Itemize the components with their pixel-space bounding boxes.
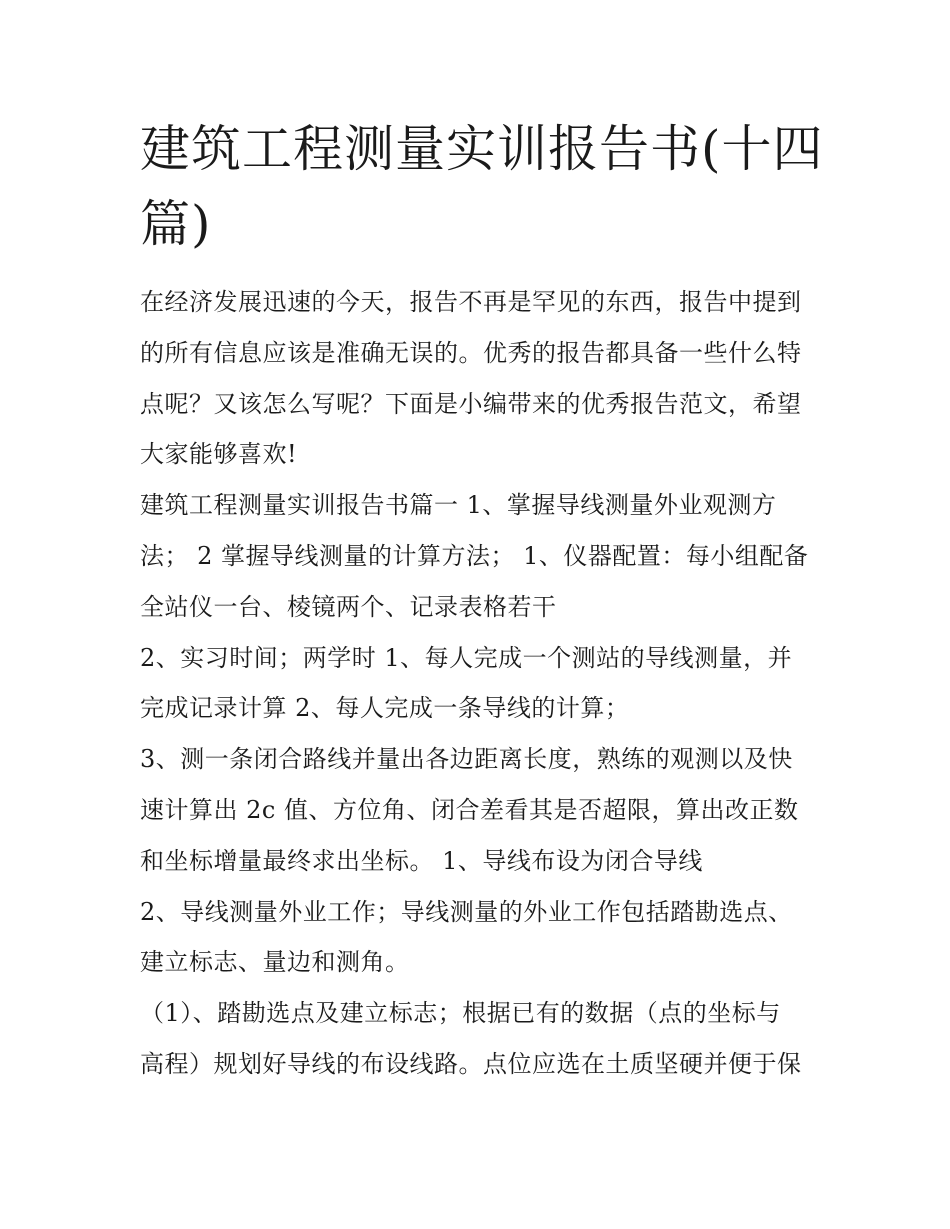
body-line: （1）、踏勘选点及建立标志；根据已有的数据（点的坐标与 [140, 999, 781, 1028]
body-line: 2、实习时间；两学时 1、每人完成一个测站的导线测量，并 [140, 643, 793, 672]
body-line: 3、测一条闭合路线并量出各边距离长度，熟练的观测以及快 [140, 745, 793, 774]
body-line: 在经济发展迅速的今天，报告不再是罕见的东西，报告中提到 [140, 288, 802, 316]
title-line: 篇) [140, 195, 212, 253]
body-line: 大家能够喜欢! [140, 440, 298, 469]
body-line: 的所有信息应该是准确无误的。优秀的报告都具备一些什么特 [140, 338, 802, 367]
body-line: 建筑工程测量实训报告书篇一 1、掌握导线测量外业观测方 [140, 491, 777, 520]
body-line: 高程）规划好导线的布设线路。点位应选在土质坚硬并便于保 [140, 1049, 802, 1078]
body-line: 全站仪一台、棱镜两个、记录表格若干 [140, 592, 557, 621]
body-line: 和坐标增量最终求出坐标。 1、导线布设为闭合导线 [140, 846, 703, 875]
body-line: 速计算出 2c 值、方位角、闭合差看其是否超限，算出改正数 [140, 795, 799, 824]
body-line: 2、导线测量外业工作；导线测量的外业工作包括踏勘选点、 [140, 897, 793, 926]
body-line: 点呢？又该怎么写呢？下面是小编带来的优秀报告范文，希望 [140, 389, 802, 418]
title-line: 建筑工程测量实训报告书(十四 [140, 120, 824, 178]
document-title [140, 112, 830, 262]
document-body [140, 277, 830, 1090]
body-line: 建立标志、量边和测角。 [140, 948, 410, 977]
body-line: 法； 2 掌握导线测量的计算方法； 1、仪器配置：每小组配备 [140, 541, 809, 570]
body-line: 完成记录计算 2、每人完成一条导线的计算； [140, 694, 630, 723]
